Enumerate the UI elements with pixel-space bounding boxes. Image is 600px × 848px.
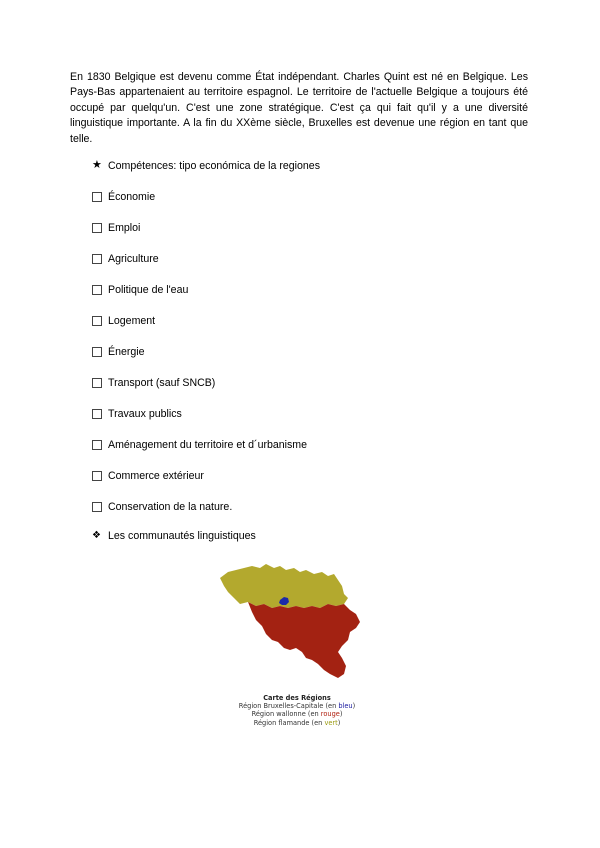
list-item xyxy=(92,468,204,483)
list-item-label: Conservation de la nature. xyxy=(108,500,233,513)
list-item xyxy=(92,406,182,421)
list-item-label: Transport (sauf SNCB) xyxy=(108,376,216,389)
legend-wallonia-suffix: ) xyxy=(339,710,343,719)
communautes-heading: Les communautés linguistiques xyxy=(108,529,256,542)
list-item xyxy=(92,220,140,235)
list-item xyxy=(92,251,159,266)
list-item xyxy=(92,344,145,359)
checkbox-icon xyxy=(92,347,108,357)
legend-flanders-prefix: Région flamande (en xyxy=(253,718,325,727)
list-item xyxy=(92,375,215,390)
list-item xyxy=(92,499,232,514)
list-item xyxy=(92,437,307,452)
list-item xyxy=(92,189,155,204)
legend-brussels-suffix: ) xyxy=(352,702,356,711)
checkbox-icon xyxy=(92,440,108,450)
checkbox-icon xyxy=(92,223,108,233)
list-item xyxy=(92,313,155,328)
checkbox-icon xyxy=(92,378,108,388)
map-caption-title: Carte des Régions xyxy=(263,694,331,702)
legend-wallonia xyxy=(214,710,380,718)
list-item-label: Économie xyxy=(108,190,156,203)
list-item-label: Aménagement du territoire et d´urbanisme xyxy=(108,438,308,451)
checkbox-icon xyxy=(92,192,108,202)
legend-flanders-color-word: vert xyxy=(324,718,338,727)
legend-brussels-color-word: bleu xyxy=(338,702,353,711)
belgium-map-graphic xyxy=(214,562,374,692)
list-item-label: Logement xyxy=(108,314,156,327)
intro-paragraph: En 1830 Belgique est devenu comme État indépendant. Charles Quint est né en Belgique. Les Pays-Bas appartenaient au territoire espagnol. Le territoire de l'actuelle Belgique a toujours été occupé par quelqu'un. C'est une zone stratégique. C'est ça qui fait qu'il y a une diversité linguistique importante. A la fin du XXème siècle, Bruxelles est devenue une région en tant que telle. xyxy=(70,71,528,145)
list-item-label: Politique de l'eau xyxy=(108,283,189,296)
legend-flanders-suffix: ) xyxy=(337,718,341,727)
checkbox-icon xyxy=(92,409,108,419)
checkbox-icon xyxy=(92,254,108,264)
checkbox-icon xyxy=(92,285,108,295)
list-item-label: Emploi xyxy=(108,221,141,234)
list-item-label: Agriculture xyxy=(108,252,159,265)
list-item-label: Énergie xyxy=(108,345,145,358)
checkbox-icon xyxy=(92,502,108,512)
competences-heading: Compétences: tipo económica de la regiones xyxy=(108,159,320,172)
checkbox-icon xyxy=(92,316,108,326)
legend-flanders xyxy=(214,719,380,727)
star-bullet-icon: ★ xyxy=(92,159,102,171)
list-item-label: Travaux publics xyxy=(108,407,182,420)
diamond-bullet-icon: ❖ xyxy=(92,529,101,541)
legend-wallonia-prefix: Région wallonne (en xyxy=(251,710,321,719)
legend-brussels xyxy=(214,702,380,710)
map-caption xyxy=(214,694,380,727)
list-item-label: Commerce extérieur xyxy=(108,469,204,482)
checkbox-icon xyxy=(92,471,108,481)
list-item xyxy=(92,282,188,297)
legend-wallonia-color-word: rouge xyxy=(320,710,340,719)
competences-heading-item xyxy=(92,158,320,173)
legend-brussels-prefix: Région Bruxelles-Capitale (en xyxy=(238,702,339,711)
wallonia-region xyxy=(248,602,360,678)
communautes-heading-item xyxy=(92,528,256,543)
